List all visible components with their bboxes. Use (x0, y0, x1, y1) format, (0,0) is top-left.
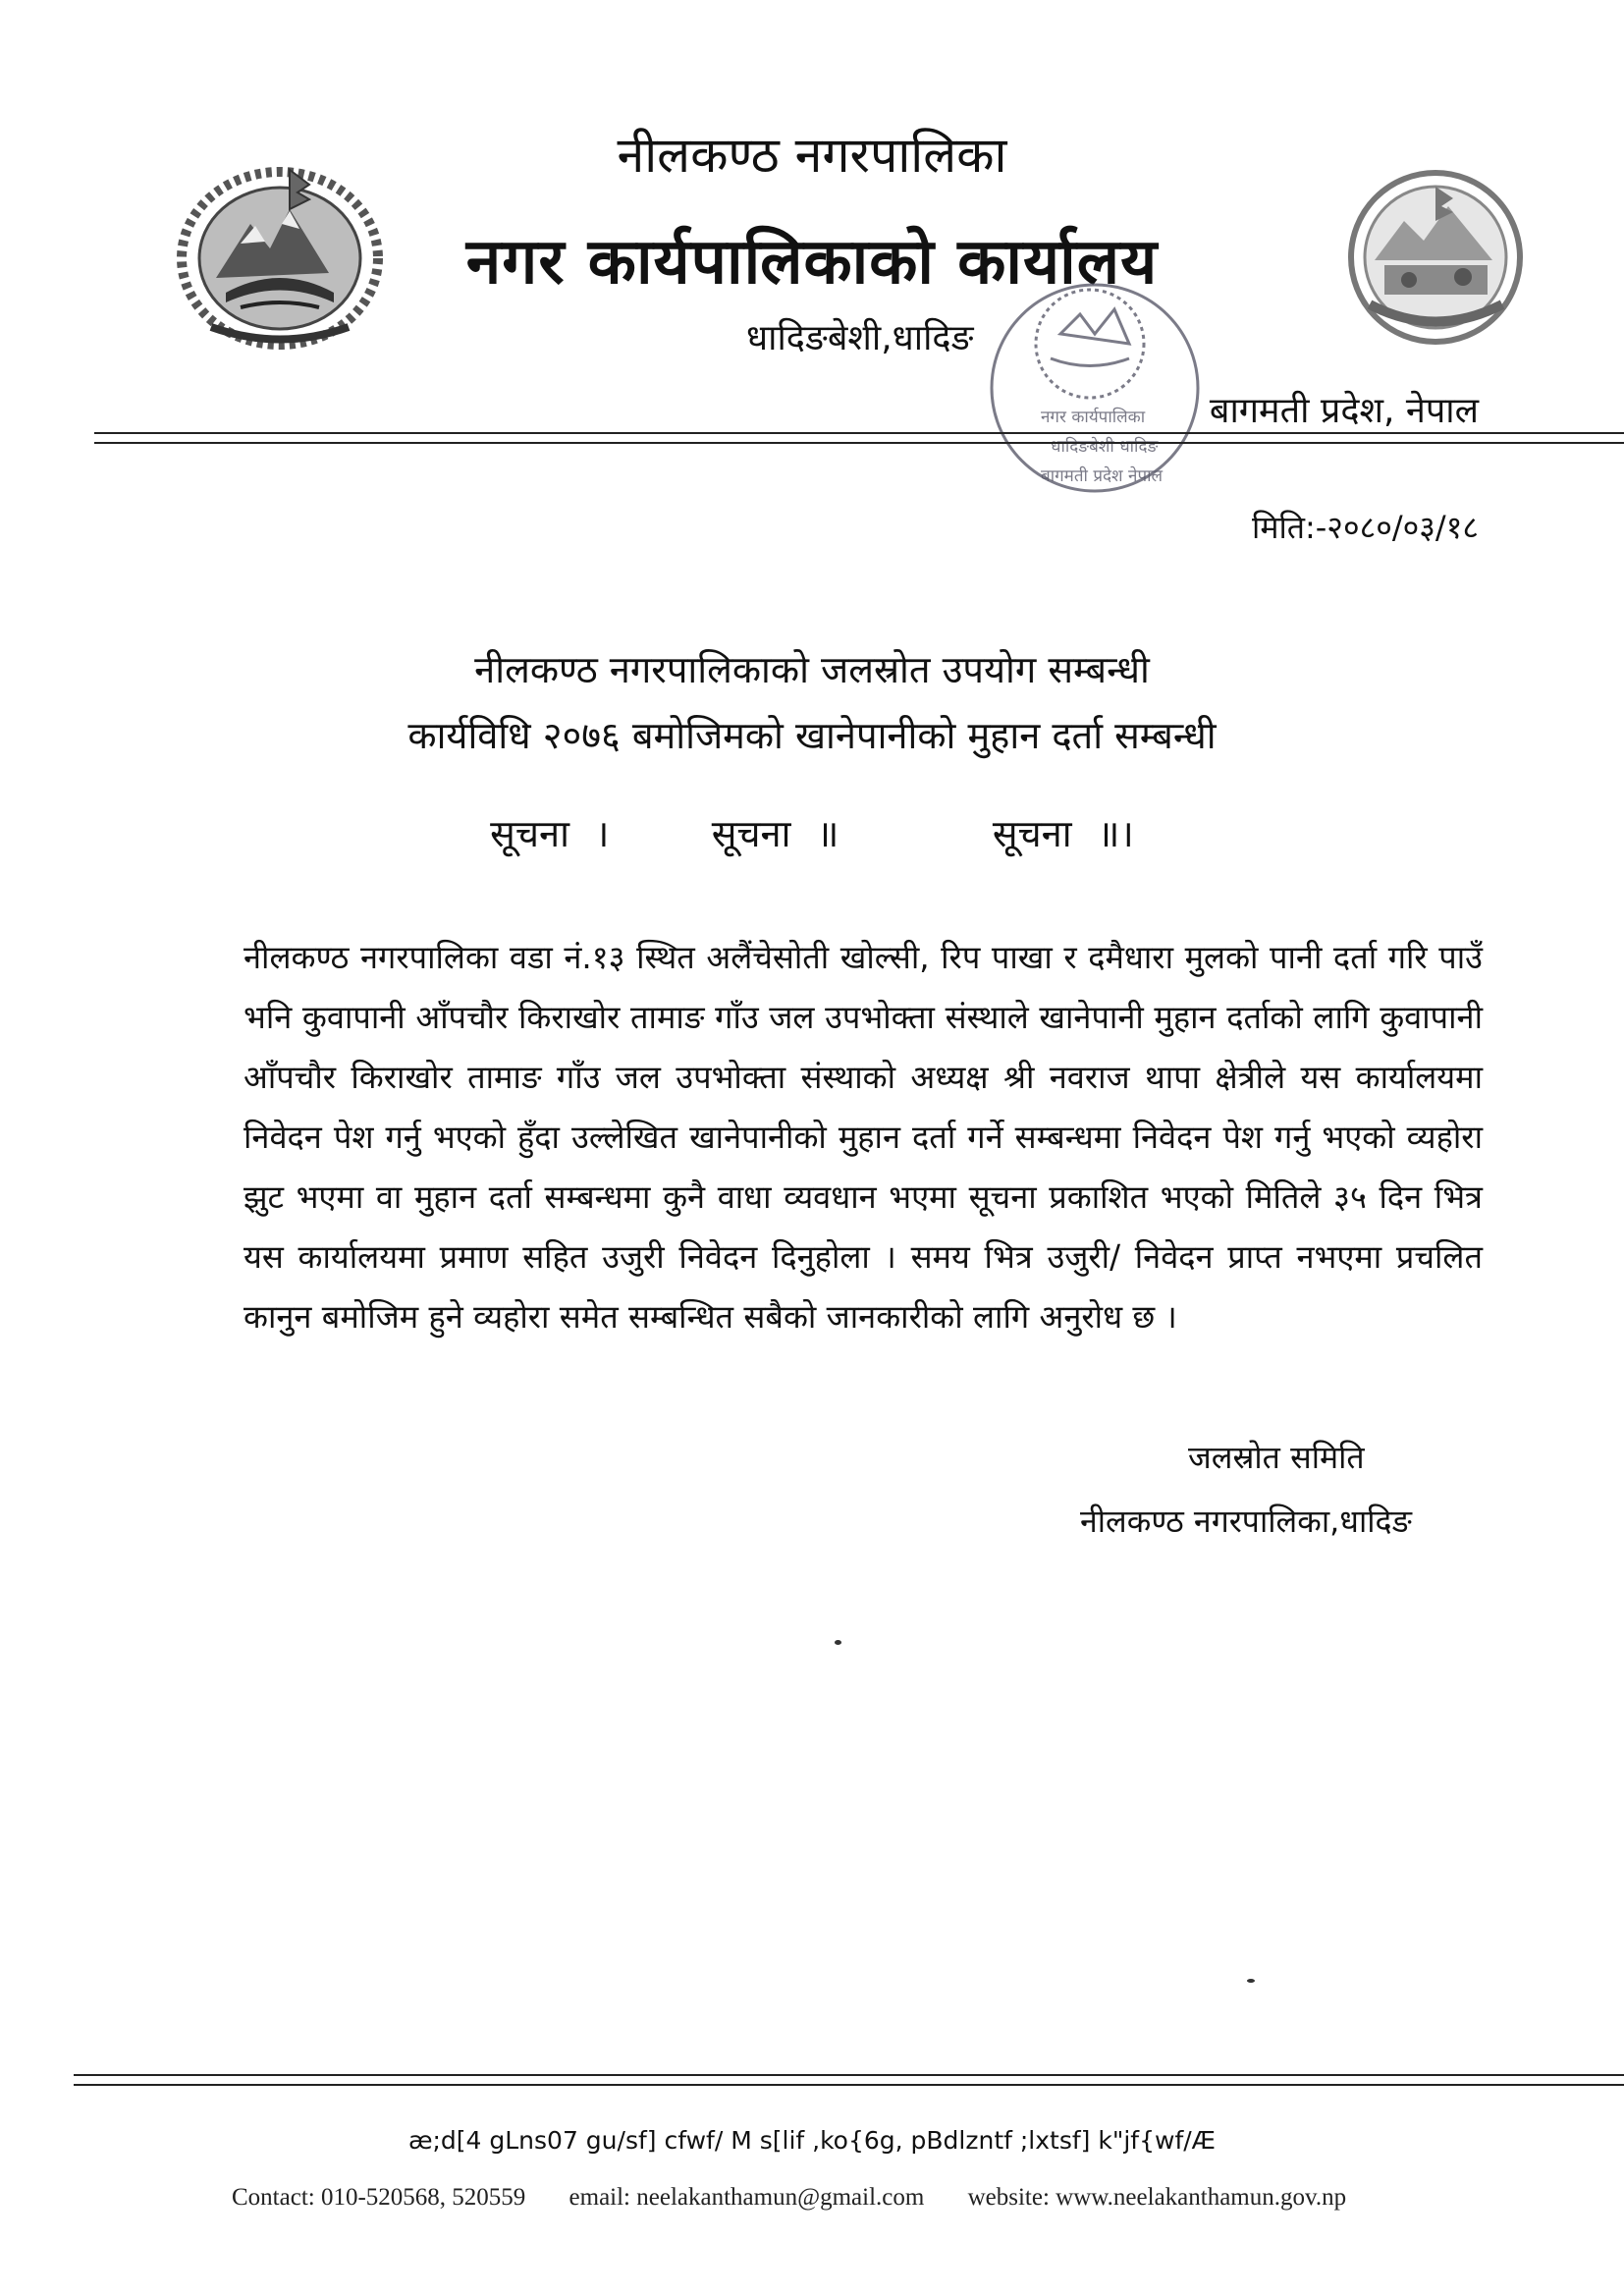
svg-text:बागमती प्रदेश नेपाल: बागमती प्रदेश नेपाल (1041, 466, 1164, 486)
svg-text:धादिङबेशी धादिङ: धादिङबेशी धादिङ (1051, 437, 1159, 457)
scan-speck (1247, 1979, 1255, 1983)
footer-website: website: www.neelakanthamun.gov.np (967, 2184, 1347, 2211)
notice-word-3: सूचना ॥। (992, 812, 1134, 855)
office-title: नगर कार्यपालिकाको कार्यालय (465, 226, 1159, 299)
svg-text:नगर कार्यपालिका: नगर कार्यपालिका (1041, 408, 1146, 427)
header-divider (94, 432, 1624, 434)
notice-heading (0, 807, 1624, 858)
notice-title-line-2: कार्यविधि २०७६ बमोजिमको खानेपानीको मुहान दर्ता सम्बन्धी (407, 714, 1217, 757)
office-address: धादिङबेशी,धादिङ (746, 318, 974, 358)
header-divider-secondary (94, 442, 1624, 444)
notice-body: नीलकण्ठ नगरपालिका वडा नं.१३ स्थित अलैंचेसोती खोल्सी, रिप पाखा र दमैधारा मुलको पानी दर्ता गरि पाउँ भनि कुवापानी आँपचौर किराखोर तामाङ गाँउ जल उपभोक्ता संस्थाले खानेपानी मुहान दर्ताको लागि कुवापानी आँपचौर किराखोर तामाङ गाँउ जल उपभोक्ता संस्थाको अध्यक्ष श्री नवराज थापा क्षेत्रीले यस कार्यालयमा निवेदन पेश गर्नु भएको हुँदा उल्लेखित खानेपानीको मुहान दर्ता गर्ने सम्बन्धमा निवेदन पेश गर्नु भएको व्यहोरा झुट भएमा वा मुहान दर्ता सम्बन्धमा कुनै वाधा व्यवधान भएमा सूचना प्रकाशित भएको मितिले ३५ दिन भित्र यस कार्यालयमा प्रमाण सहित उजुरी निवेदन दिनुहोला । समय भित्र उजुरी/ निवेदन प्राप्त नभएमा प्रचलित कानुन बमोजिम हुने व्यहोरा समेत सम्बन्धित सबैको जानकारीको लागि अनुरोध छ । (244, 939, 1483, 1336)
municipality-name: नीलकण्ठ नगरपालिका (617, 127, 1007, 184)
notice-word-2: सूचना ॥ (711, 812, 839, 855)
office-stamp-icon (982, 275, 1208, 501)
notice-title-line-1: नीलकण्ठ नगरपालिकाको जलस्रोत उपयोग सम्बन्धी (474, 648, 1150, 691)
footer-divider (74, 2074, 1624, 2076)
municipality-logo-icon (1345, 167, 1527, 349)
notice-word-1: सूचना । (490, 812, 610, 855)
signature-organization: नीलकण्ठ नगरपालिका,धादिङ (1080, 1503, 1412, 1540)
footer-phone: Contact: 010-520568, 520559 (232, 2184, 526, 2211)
footer-email: email: neelakanthamun@gmail.com (568, 2184, 925, 2211)
footer-contact-line (232, 2184, 1383, 2212)
footer-divider-secondary (74, 2084, 1624, 2086)
letter-date: मिति:-२०८०/०३/१८ (1252, 509, 1479, 546)
scan-speck (835, 1640, 841, 1645)
office-province: बागमती प्रदेश, नेपाल (1209, 391, 1479, 431)
footer-motto: æ;d[4 gLns07 gu/sf] cfwf/ M s[lif ,ko{6g, pBdlzntf ;lxtsf] k"jf{wf/Æ (407, 2126, 1217, 2155)
signature-committee: जलस्रोत समिति (1188, 1439, 1365, 1476)
